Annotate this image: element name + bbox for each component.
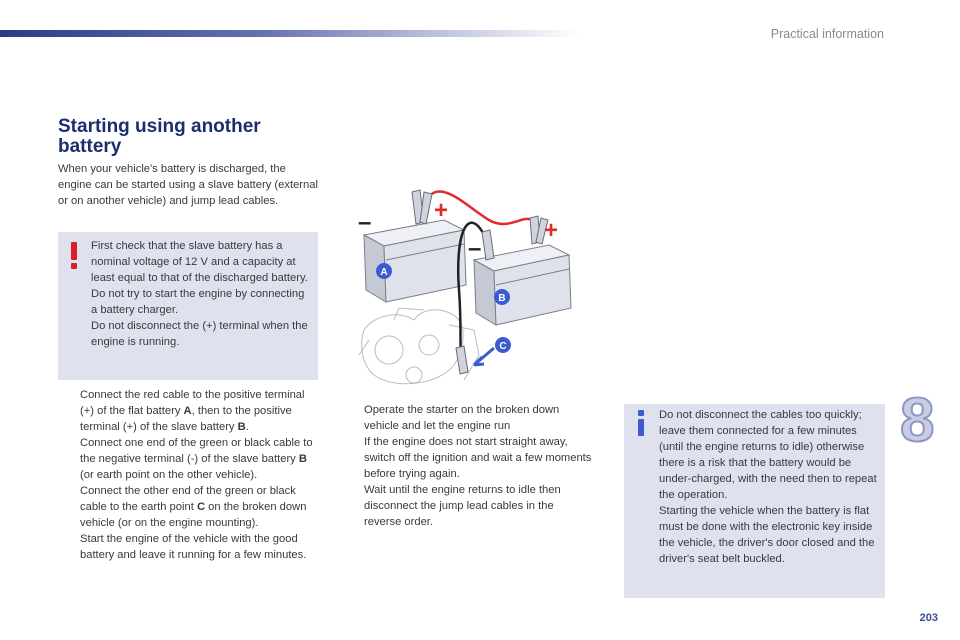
- step-text: on the broken down vehicle (or on the engine mounting).: [80, 501, 307, 529]
- list-item: [342, 482, 594, 530]
- label-c: C: [499, 341, 507, 352]
- steps-list-left: [58, 387, 320, 563]
- warning-line: First check that the slave battery has a nominal voltage of 12 V and a capacity at least equal to that of the discharged battery.: [91, 240, 308, 284]
- info-text: [659, 407, 881, 567]
- step-text: If the engine does not start straight away, switch off the ignition and wait a few moments before trying again.: [364, 436, 592, 480]
- battery-a: [364, 220, 466, 302]
- info-box: [624, 404, 885, 598]
- warning-line: Do not disconnect the (+) terminal when the engine is running.: [91, 320, 308, 348]
- step-text: (or earth point on the other vehicle).: [80, 469, 258, 481]
- step-text: Operate the starter on the broken down vehicle and let the engine run: [364, 404, 560, 432]
- info-icon: [632, 410, 650, 436]
- jump-start-illustration: [354, 180, 584, 400]
- minus-sign-a: –: [358, 209, 372, 236]
- plus-sign-b: +: [544, 217, 559, 244]
- info-line: Starting the vehicle when the battery is flat must be done with the electronic key inside the vehicle, the driver's door closed and the driver's seat belt buckled.: [659, 505, 875, 565]
- list-item: [58, 435, 320, 483]
- step-text: , then to the positive terminal (+) of the slave battery: [80, 405, 292, 433]
- list-item: [58, 483, 320, 531]
- plus-sign-a: +: [434, 197, 449, 224]
- list-item: [58, 531, 320, 563]
- step-ref: C: [196, 501, 206, 513]
- intro-paragraph: When your vehicle's battery is discharged, the engine can be started using a slave battery (external or on another vehicle) and jump lead cables.: [58, 163, 318, 207]
- exclamation-icon: [66, 242, 82, 270]
- label-a: A: [380, 267, 388, 278]
- step-text: Connect the other end of the green or black cable to the earth point: [80, 485, 296, 513]
- step-text: Connect one end of the green or black cable to the negative terminal (-) of the slave battery: [80, 437, 313, 465]
- list-item: [342, 402, 594, 482]
- info-line: Do not disconnect the cables too quickly; leave them connected for a few minutes (until the engine returns to idle) otherwise there is a risk that the battery would be under-charged, with the need then to repeat the operation.: [659, 409, 877, 501]
- step-ref: B: [237, 421, 246, 433]
- header-gradient-bar: [0, 30, 580, 37]
- chapter-number: 8: [900, 386, 935, 455]
- minus-sign-b: –: [468, 235, 482, 262]
- step-text: Start the engine of the vehicle with the good battery and leave it running for a few minutes.: [80, 533, 307, 561]
- warning-text: [91, 238, 313, 350]
- steps-list-middle: [342, 402, 594, 530]
- label-b: B: [498, 293, 506, 304]
- step-text: .: [245, 421, 249, 433]
- warning-box: [58, 232, 318, 380]
- step-ref: A: [183, 405, 192, 417]
- step-text: Wait until the engine returns to idle then disconnect the jump lead cables in the reverse order.: [364, 484, 561, 528]
- page-title: Starting using another battery: [58, 116, 261, 157]
- step-text: Connect the red cable to the positive terminal (+) of the flat battery: [80, 389, 305, 417]
- list-item: [58, 387, 320, 435]
- warning-line: Do not try to start the engine by connecting a battery charger.: [91, 288, 305, 316]
- step-ref: B: [298, 453, 307, 465]
- section-title: Practical information: [770, 27, 884, 41]
- page-number: 203: [919, 612, 938, 624]
- arrow-c: [474, 348, 494, 365]
